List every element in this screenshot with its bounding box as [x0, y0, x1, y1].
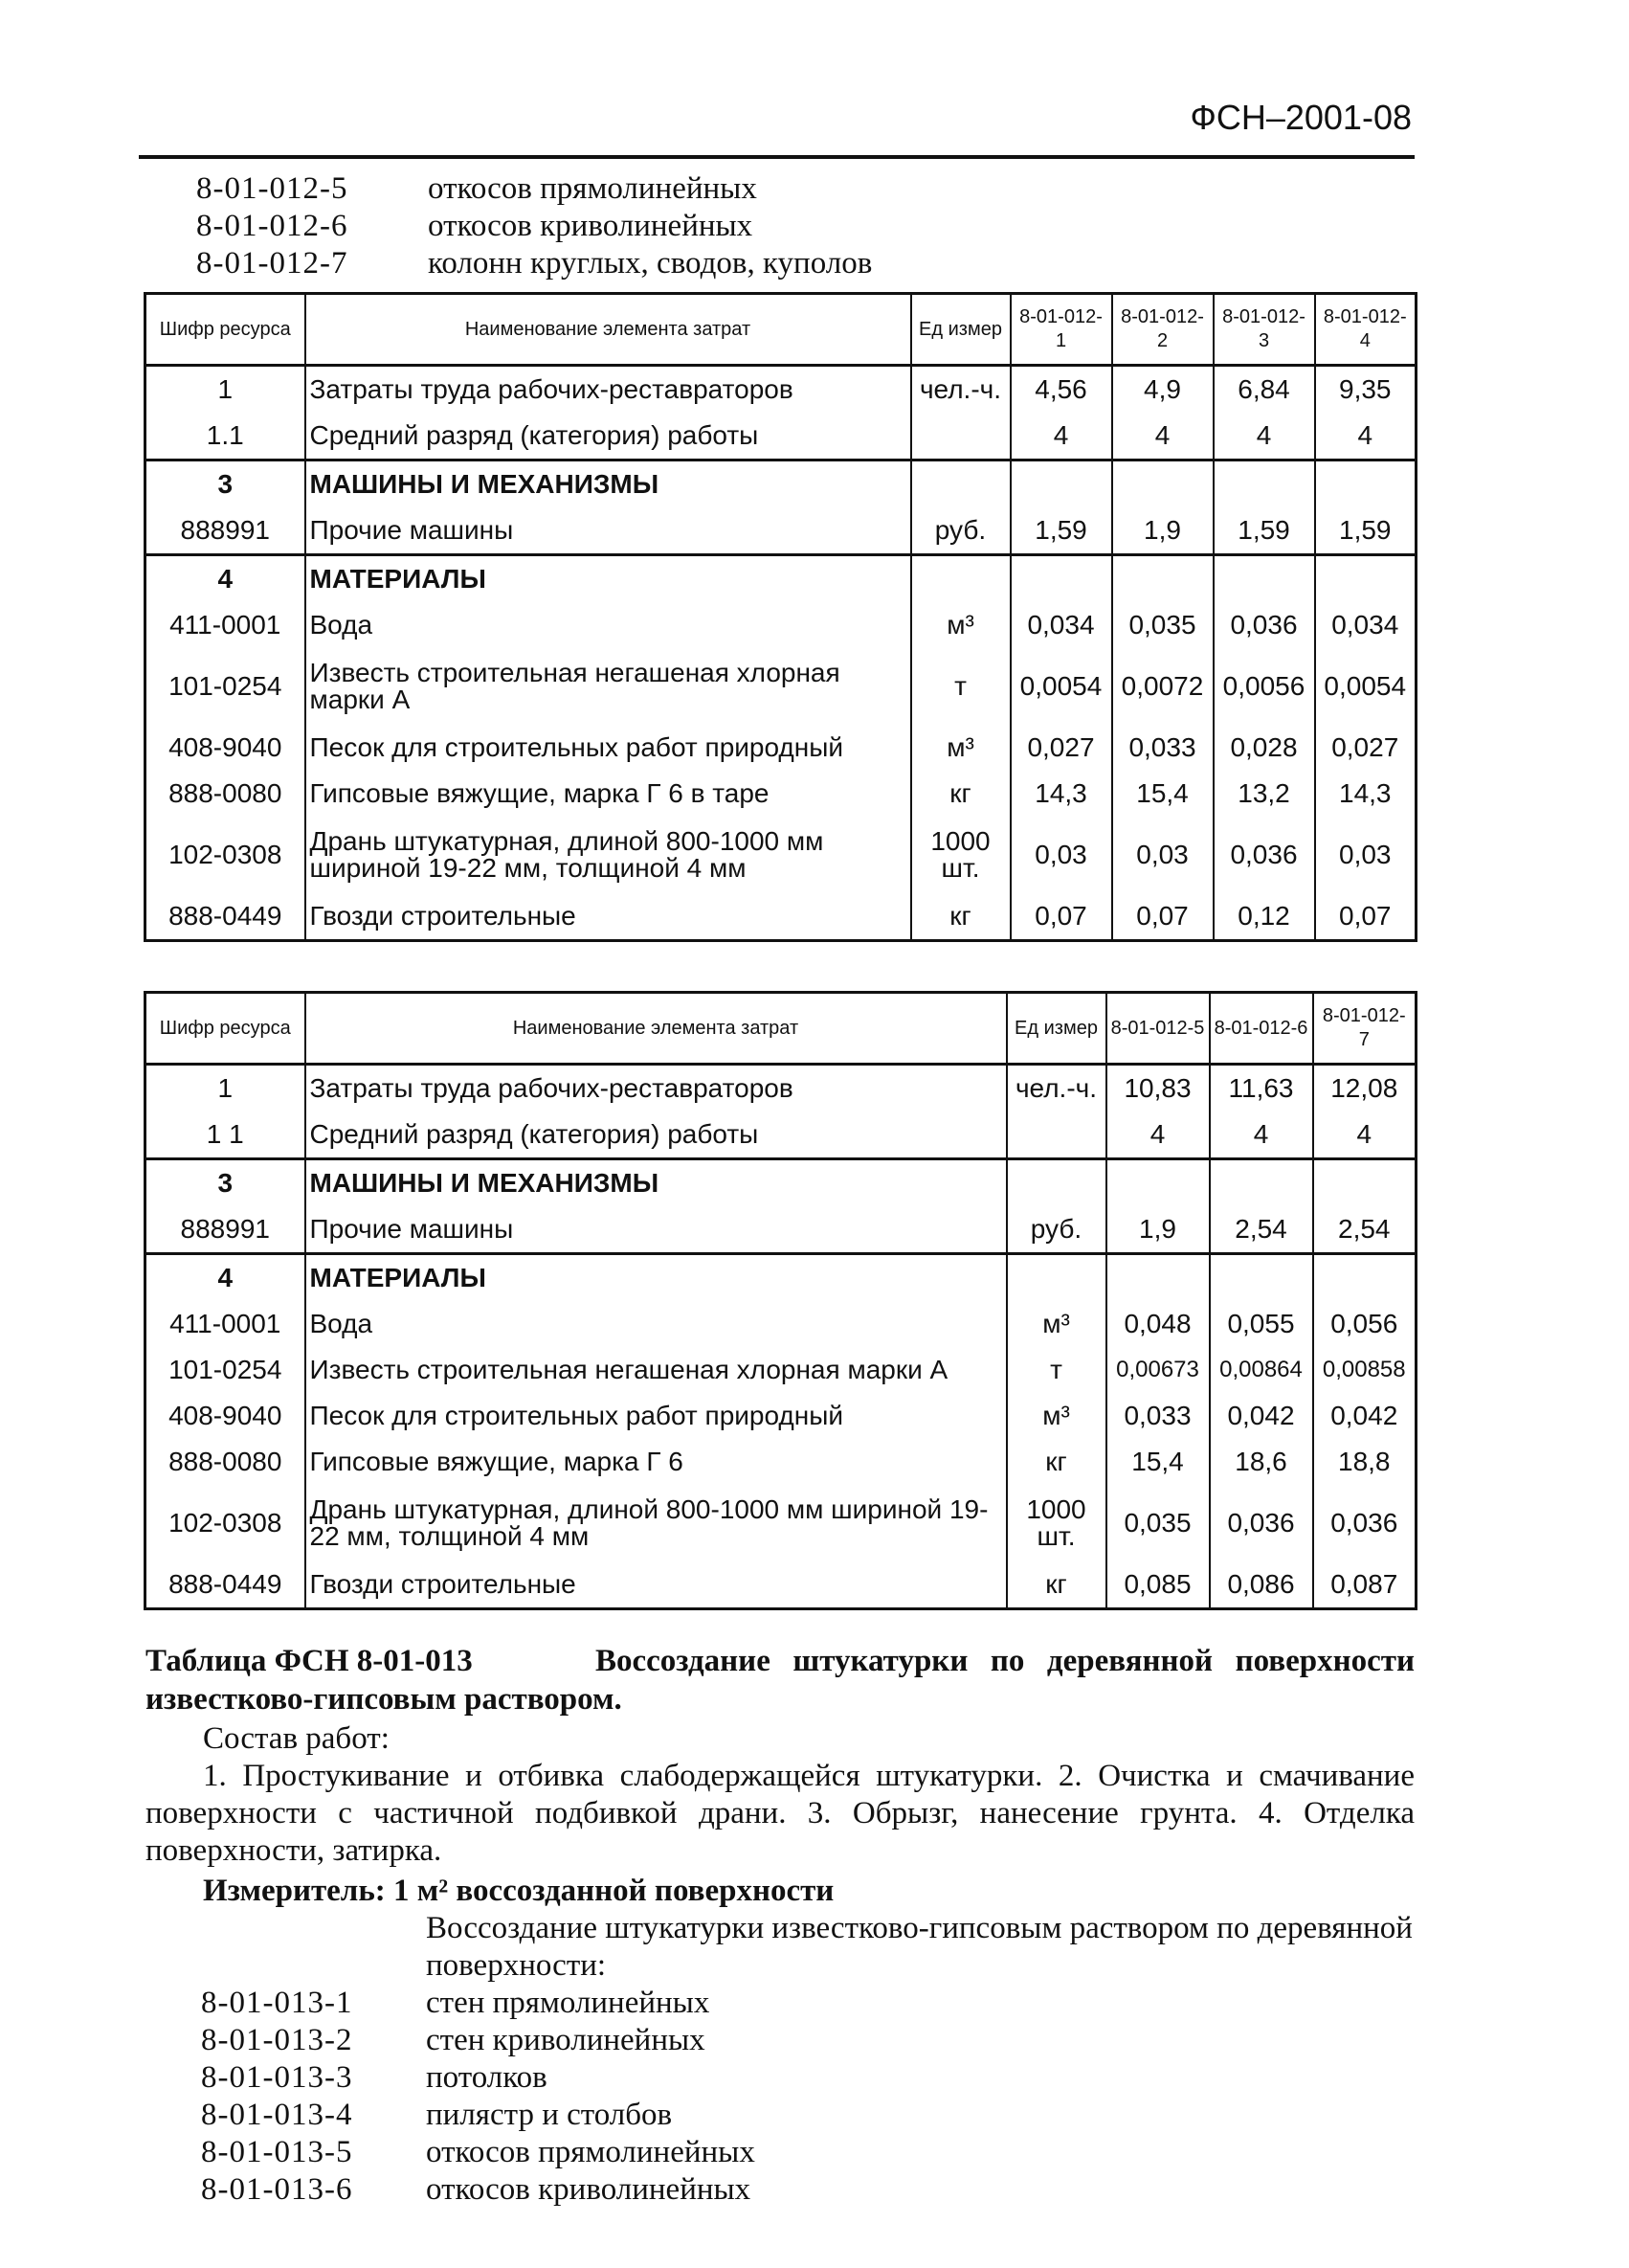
row-value: 0,027: [1011, 725, 1112, 771]
item-text: колонн круглых, сводов, куполов: [428, 246, 873, 281]
section-code-list: [201, 1985, 755, 2209]
row-value: 11,63: [1210, 1065, 1313, 1112]
row-name: МАШИНЫ И МЕХАНИЗМЫ: [305, 1159, 1007, 1207]
item-text: откосов криволинейных: [426, 2172, 751, 2207]
top-code-list: [196, 170, 872, 282]
row-unit: кг: [911, 771, 1011, 817]
row-name: Гвозди строительные: [305, 1561, 1007, 1609]
header-col: 8-01-012-7: [1313, 993, 1417, 1065]
row-value: 2,54: [1210, 1206, 1313, 1254]
table-row: [145, 366, 1417, 414]
list-item: [201, 2097, 755, 2134]
header-col: 8-01-012-6: [1210, 993, 1313, 1065]
row-name: Гипсовые вяжущие, марка Г 6 в таре: [305, 771, 911, 817]
row-code: 411-0001: [145, 602, 305, 648]
row-unit: [1007, 1159, 1106, 1207]
table-row: [145, 1393, 1417, 1439]
row-value: 0,087: [1313, 1561, 1417, 1609]
row-code: 888991: [145, 1206, 305, 1254]
row-value: 4,9: [1112, 366, 1214, 414]
row-name: Средний разряд (категория) работы: [305, 1112, 1007, 1159]
row-unit: чел.-ч.: [911, 366, 1011, 414]
row-unit: т: [911, 648, 1011, 725]
row-code: 102-0308: [145, 1485, 305, 1561]
row-value: [1315, 460, 1417, 508]
list-item: [201, 2022, 755, 2059]
row-name: Дрань штукатурная, длиной 800-1000 мм шириной 19-22 мм, толщиной 4 мм: [305, 1485, 1007, 1561]
row-unit: т: [1007, 1347, 1106, 1393]
row-name: МАТЕРИАЛЫ: [305, 1254, 1007, 1302]
row-value: 0,028: [1214, 725, 1315, 771]
row-value: 0,085: [1106, 1561, 1210, 1609]
row-value: 0,07: [1112, 893, 1214, 941]
row-unit: м³: [911, 725, 1011, 771]
table-row: [145, 460, 1417, 508]
list-item: [196, 245, 872, 282]
row-value: 4: [1313, 1112, 1417, 1159]
table-row: [145, 1439, 1417, 1485]
row-value: [1106, 1254, 1210, 1302]
row-value: 1,59: [1214, 507, 1315, 555]
table-row: [145, 1254, 1417, 1302]
item-code: 8-01-013-4: [201, 2098, 353, 2132]
composition-text: 1. Простукивание и отбивка слабодержащейся штукатурки. 2. Очистка и смачивание поверхности с частичной подбивкой драни. 3. Обрызг, нанесение грунта. 4. Отделка поверхности, затирка.: [145, 1759, 1415, 1868]
row-code: 411-0001: [145, 1301, 305, 1347]
item-code: 8-01-013-5: [201, 2135, 353, 2169]
table-row: [145, 1206, 1417, 1254]
row-code: 888-0080: [145, 1439, 305, 1485]
row-code: 3: [145, 460, 305, 508]
section-title: [145, 1642, 1415, 1718]
row-value: 0,056: [1313, 1301, 1417, 1347]
row-unit: [1007, 1112, 1106, 1159]
item-text: пилястр и столбов: [426, 2098, 673, 2132]
table-row: [145, 1112, 1417, 1159]
row-code: 888-0449: [145, 1561, 305, 1609]
list-item: [201, 2134, 755, 2171]
row-value: 15,4: [1106, 1439, 1210, 1485]
row-value: 0,035: [1112, 602, 1214, 648]
row-unit: 1000 шт.: [911, 817, 1011, 893]
item-text: потолков: [426, 2060, 547, 2095]
meter-line: Измеритель: 1 м² воссозданной поверхности: [203, 1874, 835, 1908]
row-name: Средний разряд (категория) работы: [305, 413, 911, 460]
item-code: 8-01-013-1: [201, 1986, 353, 2020]
row-value: 0,036: [1210, 1485, 1313, 1561]
row-code: 408-9040: [145, 1393, 305, 1439]
row-value: 0,042: [1210, 1393, 1313, 1439]
row-value: 18,6: [1210, 1439, 1313, 1485]
row-value: 0,07: [1315, 893, 1417, 941]
list-item: [201, 1985, 755, 2022]
row-name: Песок для строительных работ природный: [305, 725, 911, 771]
row-unit: [911, 555, 1011, 603]
header-col: 8-01-012-3: [1214, 294, 1315, 366]
row-unit: чел.-ч.: [1007, 1065, 1106, 1112]
row-value: 4: [1315, 413, 1417, 460]
row-value: 14,3: [1315, 771, 1417, 817]
section-table-code: Таблица ФСН 8-01-013: [145, 1644, 473, 1678]
row-name: МАШИНЫ И МЕХАНИЗМЫ: [305, 460, 911, 508]
row-value: [1315, 555, 1417, 603]
row-value: 0,086: [1210, 1561, 1313, 1609]
row-unit: кг: [1007, 1439, 1106, 1485]
row-unit: [911, 460, 1011, 508]
row-value: 4: [1011, 413, 1112, 460]
list-item: [196, 170, 872, 208]
row-unit: кг: [1007, 1561, 1106, 1609]
row-value: 0,0072: [1112, 648, 1214, 725]
header-code: Шифр ресурса: [145, 294, 305, 366]
table-row: [145, 648, 1417, 725]
row-value: 4: [1214, 413, 1315, 460]
list-item: [201, 2059, 755, 2097]
table-row: [145, 1065, 1417, 1112]
row-value: [1112, 555, 1214, 603]
table-row: [145, 893, 1417, 941]
item-code: 8-01-012-7: [196, 246, 348, 281]
item-text: откосов прямолинейных: [426, 2135, 755, 2169]
row-value: 0,033: [1106, 1393, 1210, 1439]
row-unit: 1000 шт.: [1007, 1485, 1106, 1561]
row-value: 18,8: [1313, 1439, 1417, 1485]
row-code: 1.1: [145, 413, 305, 460]
row-code: 102-0308: [145, 817, 305, 893]
row-value: 1,59: [1315, 507, 1417, 555]
row-value: 0,027: [1315, 725, 1417, 771]
row-code: 101-0254: [145, 1347, 305, 1393]
table-row: [145, 1159, 1417, 1207]
row-value: 4: [1106, 1112, 1210, 1159]
item-code: 8-01-013-3: [201, 2060, 353, 2095]
table-row: [145, 602, 1417, 648]
item-text: стен прямолинейных: [426, 1986, 710, 2020]
table-row: [145, 555, 1417, 603]
table-row: [145, 1485, 1417, 1561]
row-value: 0,055: [1210, 1301, 1313, 1347]
table-row: [145, 1347, 1417, 1393]
row-value: 0,00673: [1106, 1347, 1210, 1393]
table-row: [145, 725, 1417, 771]
table-row: [145, 1301, 1417, 1347]
section-table-name: Воссоздание штукатурки по деревянной поверхности известково-гипсовым раствором.: [145, 1644, 1415, 1717]
row-value: [1210, 1254, 1313, 1302]
document-code: ФСН–2001-08: [1190, 98, 1412, 137]
row-value: 0,034: [1315, 602, 1417, 648]
row-value: 4: [1112, 413, 1214, 460]
row-value: 12,08: [1313, 1065, 1417, 1112]
header-code: Шифр ресурса: [145, 993, 305, 1065]
table-row: [145, 771, 1417, 817]
row-code: 3: [145, 1159, 305, 1207]
row-code: 4: [145, 555, 305, 603]
row-value: 0,07: [1011, 893, 1112, 941]
row-value: 0,03: [1315, 817, 1417, 893]
header-unit: Ед измер: [1007, 993, 1106, 1065]
row-name: Гвозди строительные: [305, 893, 911, 941]
header-unit: Ед измер: [911, 294, 1011, 366]
row-name: Известь строительная негашеная хлорная марки А: [305, 648, 911, 725]
row-value: 0,042: [1313, 1393, 1417, 1439]
list-item: [196, 208, 872, 245]
item-text: откосов криволинейных: [428, 209, 753, 243]
row-code: 4: [145, 1254, 305, 1302]
item-code: 8-01-013-6: [201, 2172, 353, 2207]
row-name: Прочие машины: [305, 507, 911, 555]
norms-table-1: [144, 292, 1417, 942]
row-value: 0,00858: [1313, 1347, 1417, 1393]
row-value: [1106, 1159, 1210, 1207]
row-code: 1: [145, 1065, 305, 1112]
row-value: 0,036: [1214, 602, 1315, 648]
row-name: Дрань штукатурная, длиной 800-1000 мм шириной 19-22 мм, толщиной 4 мм: [305, 817, 911, 893]
row-code: 1: [145, 366, 305, 414]
header-col: 8-01-012-5: [1106, 993, 1210, 1065]
row-value: 1,9: [1112, 507, 1214, 555]
row-value: 0,0056: [1214, 648, 1315, 725]
row-name: Вода: [305, 602, 911, 648]
row-value: [1214, 460, 1315, 508]
row-value: 0,03: [1112, 817, 1214, 893]
row-value: 0,033: [1112, 725, 1214, 771]
row-value: 15,4: [1112, 771, 1214, 817]
row-value: [1011, 555, 1112, 603]
item-text: стен криволинейных: [426, 2023, 705, 2057]
row-value: 0,035: [1106, 1485, 1210, 1561]
row-code: 888-0080: [145, 771, 305, 817]
row-code: 1 1: [145, 1112, 305, 1159]
row-value: 14,3: [1011, 771, 1112, 817]
row-value: 4: [1210, 1112, 1313, 1159]
header-name: Наименование элемента затрат: [305, 993, 1007, 1065]
row-value: 9,35: [1315, 366, 1417, 414]
section-intro: Воссоздание штукатурки известково-гипсовым раствором по деревянной поверхности:: [426, 1911, 1413, 1983]
item-code: 8-01-013-2: [201, 2023, 353, 2057]
row-value: 13,2: [1214, 771, 1315, 817]
row-name: Гипсовые вяжущие, марка Г 6: [305, 1439, 1007, 1485]
row-unit: м³: [911, 602, 1011, 648]
row-unit: руб.: [911, 507, 1011, 555]
header-rule: [139, 155, 1415, 159]
table-row: [145, 817, 1417, 893]
row-name: Известь строительная негашеная хлорная марки А: [305, 1347, 1007, 1393]
row-name: Прочие машины: [305, 1206, 1007, 1254]
row-unit: [1007, 1254, 1106, 1302]
row-value: 1,9: [1106, 1206, 1210, 1254]
row-name: МАТЕРИАЛЫ: [305, 555, 911, 603]
header-col: 8-01-012-2: [1112, 294, 1214, 366]
row-unit: кг: [911, 893, 1011, 941]
row-value: 4,56: [1011, 366, 1112, 414]
row-code: 408-9040: [145, 725, 305, 771]
item-text: откосов прямолинейных: [428, 171, 757, 206]
row-value: [1313, 1159, 1417, 1207]
row-value: [1210, 1159, 1313, 1207]
header-col: 8-01-012-1: [1011, 294, 1112, 366]
row-unit: м³: [1007, 1393, 1106, 1439]
row-value: 2,54: [1313, 1206, 1417, 1254]
composition-label: Состав работ:: [203, 1721, 390, 1756]
table-row: [145, 1561, 1417, 1609]
item-code: 8-01-012-5: [196, 171, 348, 206]
row-value: 0,12: [1214, 893, 1315, 941]
row-name: Вода: [305, 1301, 1007, 1347]
table-header-row: [145, 294, 1417, 366]
row-value: [1011, 460, 1112, 508]
row-value: [1214, 555, 1315, 603]
header-col: 8-01-012-4: [1315, 294, 1417, 366]
list-item: [201, 2171, 755, 2209]
row-code: 888991: [145, 507, 305, 555]
row-value: 0,034: [1011, 602, 1112, 648]
row-value: 10,83: [1106, 1065, 1210, 1112]
row-value: 0,036: [1214, 817, 1315, 893]
row-value: 0,0054: [1315, 648, 1417, 725]
row-unit: руб.: [1007, 1206, 1106, 1254]
row-name: Затраты труда рабочих-реставраторов: [305, 366, 911, 414]
row-unit: [911, 413, 1011, 460]
norms-table-2: [144, 991, 1417, 1610]
row-value: 0,0054: [1011, 648, 1112, 725]
row-name: Затраты труда рабочих-реставраторов: [305, 1065, 1007, 1112]
row-value: 6,84: [1214, 366, 1315, 414]
row-code: 101-0254: [145, 648, 305, 725]
row-value: 1,59: [1011, 507, 1112, 555]
row-value: 0,036: [1313, 1485, 1417, 1561]
row-value: 0,00864: [1210, 1347, 1313, 1393]
header-name: Наименование элемента затрат: [305, 294, 911, 366]
item-code: 8-01-012-6: [196, 209, 348, 243]
row-value: [1112, 460, 1214, 508]
table-header-row: [145, 993, 1417, 1065]
table-row: [145, 507, 1417, 555]
table-row: [145, 413, 1417, 460]
row-name: Песок для строительных работ природный: [305, 1393, 1007, 1439]
row-value: 0,03: [1011, 817, 1112, 893]
row-unit: м³: [1007, 1301, 1106, 1347]
row-code: 888-0449: [145, 893, 305, 941]
row-value: [1313, 1254, 1417, 1302]
row-value: 0,048: [1106, 1301, 1210, 1347]
